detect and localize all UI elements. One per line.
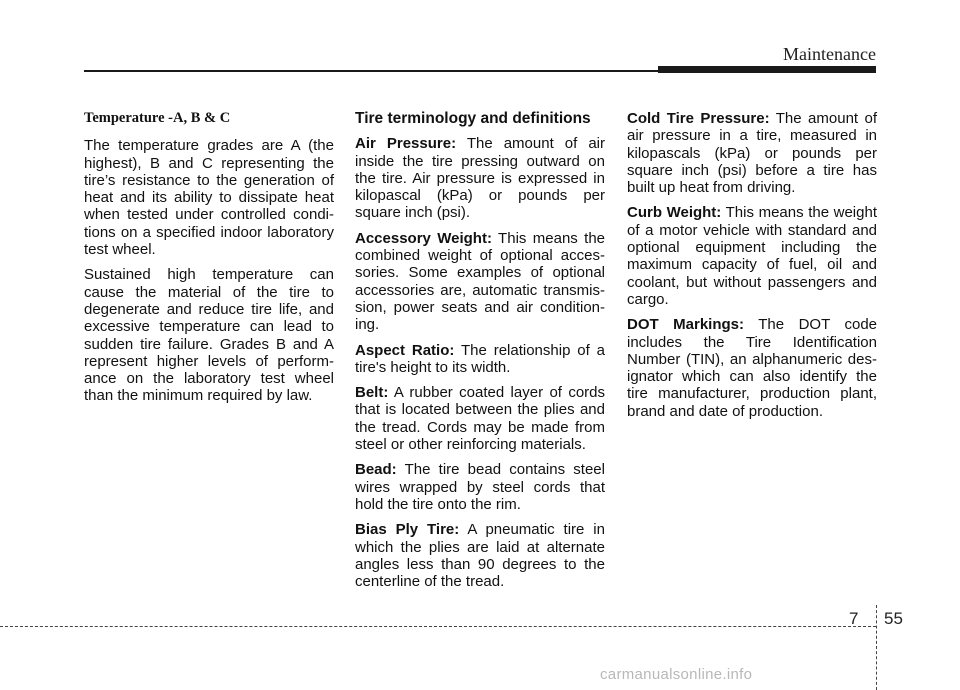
terminology-heading: Tire terminology and definitions bbox=[355, 110, 591, 127]
definition-entry bbox=[355, 461, 605, 513]
definition-entry bbox=[627, 110, 877, 196]
definition-term: DOT Markings: bbox=[627, 316, 745, 334]
definition-term: Aspect Ratio: bbox=[355, 341, 455, 359]
definition-entry bbox=[355, 384, 605, 453]
paragraph: Sustained high temperature can cause the material of the tire to degenerate and reduce tire life, and excessive temperature can lead to sudden tire failure. Grades B and A represent higher levels of perform-ance on the laboratory test wheel than the minimum required by law. bbox=[84, 266, 334, 405]
definition-term: Bias Ply Tire: bbox=[355, 521, 460, 539]
definition-text: This means the combined weight of optional acces-sories. Some examples of optional accessories are, automatic transmis-sion, power seats and air condition-ing. bbox=[355, 229, 605, 334]
column-3 bbox=[627, 110, 877, 428]
temperature-heading: Temperature -A, B & C bbox=[84, 110, 231, 126]
definition-entry bbox=[355, 521, 605, 590]
definition-term: Curb Weight: bbox=[627, 204, 722, 222]
column-1 bbox=[84, 110, 334, 413]
definition-text: A pneumatic tire in which the plies are laid at alternate angles less than 90 degrees to the centerline of the tread. bbox=[355, 521, 605, 591]
footer-dashed-divider bbox=[876, 605, 877, 690]
definition-text: The relationship of a tire's height to its width. bbox=[355, 341, 606, 376]
definition-text: This means the weight of a motor vehicle with standard and optional equipment including the maximum capacity of fuel, oil and coolant, but without passengers and cargo. bbox=[627, 204, 877, 308]
definition-term: Accessory Weight: bbox=[355, 229, 492, 247]
definition-term: Belt: bbox=[355, 384, 389, 402]
definition-entry bbox=[627, 204, 877, 308]
column-2 bbox=[355, 110, 605, 598]
section-title: Maintenance bbox=[783, 44, 876, 64]
definition-text: The tire bead contains steel wires wrapped by steel cords that hold the tire onto the rim. bbox=[355, 461, 605, 513]
definition-entry bbox=[355, 135, 605, 221]
definition-text: The amount of air pressure in a tire, measured in kilopascals (kPa) or pounds per square inch (psi) before a tire has built up heat from driving. bbox=[627, 110, 878, 197]
definition-text: The DOT code includes the Tire Identification Number (TIN), an alphanumeric des-ignator which can also identify the tire manufacturer, production plant, brand and date of production. bbox=[627, 316, 877, 420]
paragraph: The temperature grades are A (the highest), B and C representing the tire’s resistance to the generation of heat and its ability to dissipate heat when tested under controlled condi-tions on a specified indoor laboratory test wheel. bbox=[84, 137, 334, 259]
definition-entry bbox=[627, 316, 877, 420]
footer-dashed-rule bbox=[0, 626, 876, 627]
definition-term: Bead: bbox=[355, 461, 397, 479]
header-rule-thick bbox=[658, 66, 876, 73]
definition-text: The amount of air inside the tire pressing outward on the tire. Air pressure is expressed in kilopascal (kPa) or pounds per square inch (psi). bbox=[355, 135, 605, 222]
definition-text: A rubber coated layer of cords that is located between the plies and the tread. Cords may be made from steel or other reinforcing materials. bbox=[355, 384, 605, 454]
definition-term: Cold Tire Pressure: bbox=[627, 110, 770, 127]
header-rule-thin bbox=[84, 70, 664, 72]
chapter-number: 7 bbox=[849, 609, 859, 628]
page-number: 55 bbox=[884, 609, 903, 628]
definition-term: Air Pressure: bbox=[355, 135, 457, 153]
definition-entry bbox=[355, 230, 605, 334]
definition-entry bbox=[355, 342, 605, 377]
watermark: carmanualsonline.info bbox=[600, 666, 753, 683]
